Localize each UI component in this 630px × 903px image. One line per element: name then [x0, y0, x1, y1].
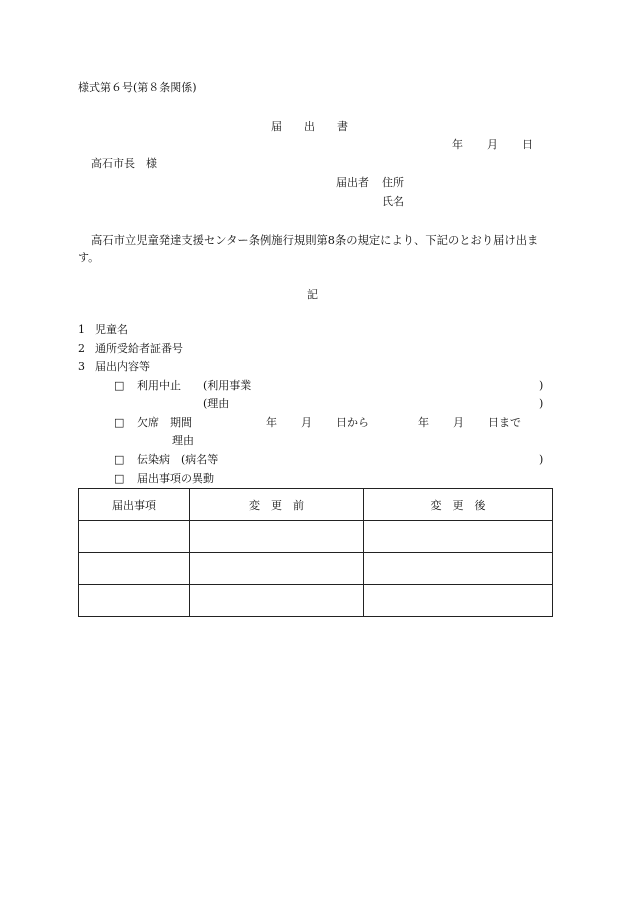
- header-item: 届出事項: [79, 489, 190, 521]
- date-month: 月: [487, 138, 498, 151]
- stop-label: 利用中止: [137, 379, 181, 392]
- changes-table: [78, 488, 553, 617]
- item-label: 児童名: [95, 323, 128, 336]
- table-cell[interactable]: [190, 553, 364, 585]
- table-header-row: [79, 489, 553, 521]
- stop-checkbox[interactable]: □: [114, 379, 125, 392]
- document-title: 届 出 書: [271, 120, 348, 133]
- table-cell[interactable]: [190, 521, 364, 553]
- table-cell[interactable]: [364, 585, 553, 617]
- absence-checkbox[interactable]: □: [114, 416, 125, 429]
- notifier-label: 届出者: [336, 176, 369, 189]
- infection-label: 伝染病 (病名等: [137, 453, 219, 466]
- notifier-name-label: 氏名: [382, 195, 404, 208]
- item-label: 届出内容等: [95, 360, 150, 373]
- absence-until: 日まで: [488, 416, 521, 429]
- stop-reason-close: ): [539, 397, 544, 410]
- body-text-line2: す。: [78, 251, 100, 264]
- absence-year2: 年: [418, 416, 429, 429]
- table-cell[interactable]: [79, 553, 190, 585]
- header-before: 変 更 前: [190, 489, 364, 521]
- stop-reason-label: (理由: [203, 397, 230, 410]
- item-number: 1: [78, 323, 85, 336]
- date-year: 年: [452, 138, 463, 151]
- item-number: 3: [78, 360, 85, 373]
- infection-close: ): [539, 453, 544, 466]
- stop-service-close: ): [539, 379, 544, 392]
- table-cell[interactable]: [364, 521, 553, 553]
- table-cell[interactable]: [190, 585, 364, 617]
- body-text-line1: 高石市立児童発達支援センター条例施行規則第8条の規定により、下記のとおり届け出ま: [91, 234, 539, 247]
- table-cell[interactable]: [364, 553, 553, 585]
- header-after: 変 更 後: [364, 489, 553, 521]
- addressee: 高石市長 様: [91, 157, 157, 170]
- absence-reason-label: 理由: [172, 434, 194, 447]
- absence-label: 欠席 期間: [137, 416, 192, 429]
- table-row: [79, 585, 553, 617]
- table-row: [79, 553, 553, 585]
- form-number: 様式第６号(第８条関係): [78, 81, 197, 94]
- table-cell[interactable]: [79, 521, 190, 553]
- absence-month2: 月: [453, 416, 464, 429]
- absence-from: 日から: [336, 416, 369, 429]
- table-row: [79, 521, 553, 553]
- item-label: 通所受給者証番号: [95, 342, 183, 355]
- change-label: 届出事項の異動: [137, 472, 214, 485]
- infection-checkbox[interactable]: □: [114, 453, 125, 466]
- table-cell[interactable]: [79, 585, 190, 617]
- absence-month: 月: [301, 416, 312, 429]
- ki-heading: 記: [307, 288, 318, 301]
- stop-service-label: (利用事業: [203, 379, 252, 392]
- date-day: 日: [522, 138, 533, 151]
- item-number: 2: [78, 342, 85, 355]
- notifier-address-label: 住所: [382, 176, 404, 189]
- change-checkbox[interactable]: □: [114, 472, 125, 485]
- absence-year: 年: [266, 416, 277, 429]
